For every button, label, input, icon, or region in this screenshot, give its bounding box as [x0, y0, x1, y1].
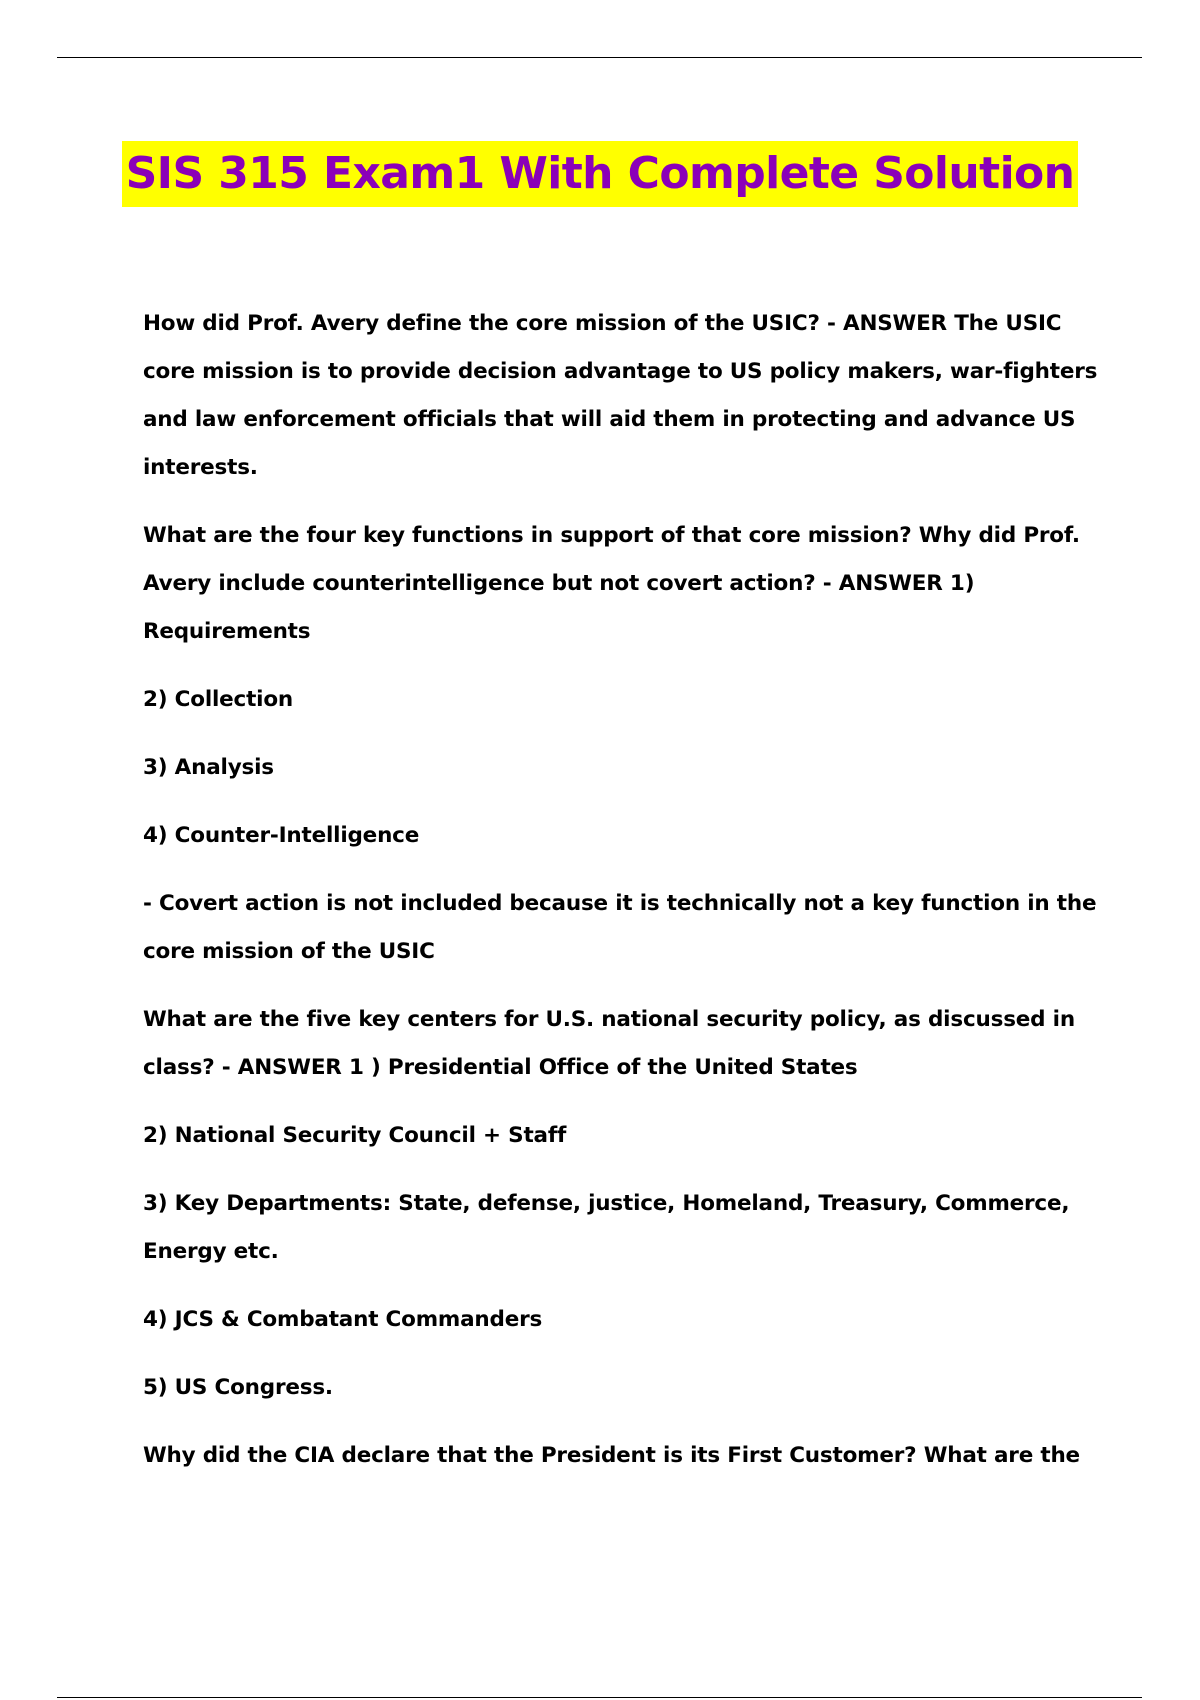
list-item: 3) Analysis	[143, 755, 274, 780]
list-item: 4) Counter-Intelligence	[143, 823, 420, 848]
title-block	[0, 141, 1200, 207]
list-item: 3) Key Departments: State, defense, justice, Homeland, Treasury, Commerce, Energy etc.	[143, 1191, 1070, 1264]
bottom-rule	[57, 1697, 1142, 1698]
paragraph-q2: What are the four key functions in support of that core mission? Why did Prof. Avery include counterintelligence but not covert action? - ANSWER 1) Requirements	[143, 523, 1080, 644]
paragraph-note: - Covert action is not included because it is technically not a key function in the core mission of the USIC	[143, 891, 1097, 964]
list-item: 2) Collection	[143, 687, 294, 712]
paragraph-q4: Why did the CIA declare that the President is its First Customer? What are the	[143, 1443, 1080, 1468]
list-item: 4) JCS & Combatant Commanders	[143, 1307, 543, 1332]
top-rule	[57, 57, 1142, 58]
document-title: SIS 315 Exam1 With Complete Solution	[122, 141, 1079, 207]
paragraph-q1: How did Prof. Avery define the core mission of the USIC? - ANSWER The USIC core mission is to provide decision advantage to US policy makers, war-fighters and law enforcement officials that will aid them in protecting and advance US interests.	[143, 311, 1098, 480]
document-body	[143, 300, 1103, 1500]
list-item: 2) National Security Council + Staff	[143, 1123, 567, 1148]
paragraph-q3: What are the five key centers for U.S. national security policy, as discussed in class? - ANSWER 1 ) Presidential Office of the United States	[143, 1007, 1075, 1080]
list-item: 5) US Congress.	[143, 1375, 333, 1400]
